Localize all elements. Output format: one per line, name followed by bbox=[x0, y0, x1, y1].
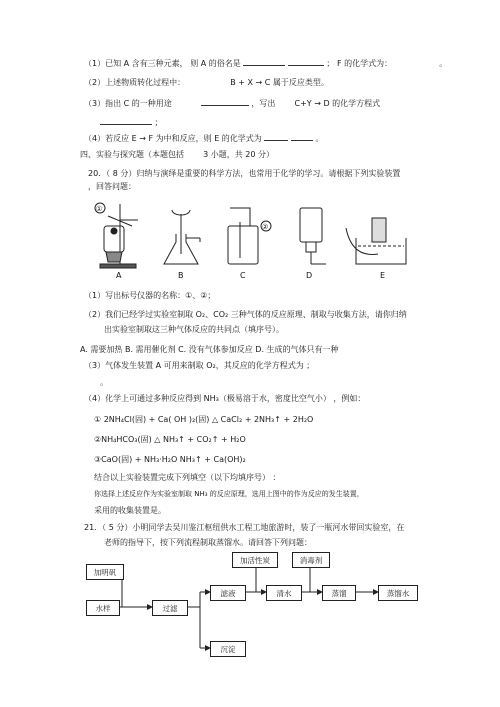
q20-intro: 20．（ 8 分）归纳与演绎是重要的科学方法，也常用于化学的学习。请根据下列实验装置 bbox=[88, 169, 401, 178]
apparatus-c bbox=[228, 208, 271, 280]
label-d: D bbox=[306, 271, 313, 280]
section-heading: 四、实验与探究题（本题包括 3 小题，共 20 分） bbox=[80, 150, 275, 159]
q4-sub1: （1）已知 A 含有三种元素， 则 A 的俗名是 ； F 的化学式为： 。 bbox=[84, 59, 448, 68]
q21-line2: 老师的指导下，按下列流程制取蒸馏水。请回答下列问题： bbox=[104, 538, 312, 547]
blank-q4-4a[interactable] bbox=[264, 132, 288, 141]
q20-p6: 你选择上述反应作为实验室制取 NH₃ 的反应原理，选用上图中的作为反应的发生装置， bbox=[94, 490, 364, 498]
apparatus-a bbox=[95, 203, 138, 280]
box-water-sample: 水样 bbox=[86, 600, 120, 616]
q20-p4: （4）化学上可通过多种反应得到 NH₃（极易溶于水，密度比空气小） ，例如： bbox=[84, 394, 366, 403]
box-activated-carbon: 加活性炭 bbox=[232, 552, 278, 568]
mark-2: ② bbox=[262, 223, 269, 231]
apparatus-e bbox=[346, 218, 406, 280]
q20-p1: （1）写出标号仪器的名称：①、②； bbox=[84, 291, 216, 300]
q4-sub3: （3）指出 C 的一种用途 ，写出 C+Y → D 的化学方程式 bbox=[84, 99, 381, 108]
box-precipitate: 沉淀 bbox=[210, 641, 246, 657]
mark-1: ① bbox=[96, 205, 103, 213]
box-filtrate: 滤液 bbox=[210, 585, 246, 601]
blank-q4-1b[interactable] bbox=[288, 57, 324, 66]
q4-sub2: （2）上述物质转化过程中： B + X → C 属于反应类型。 bbox=[84, 78, 329, 87]
apparatus-b bbox=[164, 210, 200, 280]
equation-3: ③CaO(固) + NH₃·H₂O NH₃↑ + Ca(OH)₂ bbox=[94, 455, 246, 464]
q20-p5: 结合以上实验装置完成下列填空（以下均填序号） ： bbox=[94, 473, 281, 482]
equation-1: ① 2NH₄Cl(固) + Ca( OH )₂(固) △ CaCl₂ + 2NH₃↑ + 2H₂O bbox=[94, 415, 314, 424]
label-b: B bbox=[178, 271, 184, 280]
equation-2: ②NH₄HCO₃(固) △ NH₃↑ + CO₂↑ + H₂O bbox=[94, 435, 246, 444]
box-add-alum: 加明矾 bbox=[86, 564, 124, 580]
box-clear-water: 清水 bbox=[266, 585, 302, 601]
q4-sub3-cont: ； bbox=[100, 116, 163, 128]
q20-options: A. 需要加热 B. 需用催化剂 C. 没有气体参加反应 D. 生成的气体只有一种 bbox=[80, 345, 339, 354]
blank-q4-1a[interactable] bbox=[243, 57, 285, 66]
q20-p2: （2）我们已经学过实验室制取 O₂、CO₂ 三种气体的反应原理、制取与收集方法，请你归纳 bbox=[84, 310, 407, 319]
label-e: E bbox=[380, 271, 386, 280]
box-distillation: 蒸馏 bbox=[322, 585, 356, 601]
blank-q4-4b[interactable] bbox=[291, 132, 313, 141]
q20-p7: 采用的收集装置是。 bbox=[94, 506, 166, 515]
blank-q4-3b[interactable] bbox=[100, 116, 152, 125]
blank-q4-3a[interactable] bbox=[201, 97, 249, 106]
q20-p2b: 出实验室制取这三种气体反应的共同点（填序号）。 bbox=[104, 325, 284, 334]
label-a: A bbox=[116, 271, 122, 280]
q20-intro-2: ，回答问题： bbox=[88, 182, 136, 191]
q21-line1: 21．（ 5 分）小明同学去吴川鉴江枢纽供水工程工地旅游时，装了一瓶河水带回实验室，在 bbox=[84, 523, 405, 532]
box-filtration: 过滤 bbox=[152, 600, 188, 616]
apparatus-d bbox=[300, 208, 326, 280]
flow-arrows bbox=[86, 552, 416, 662]
q20-p3: （3）气体发生装置 A 可用来制取 O₂，其反应的化学方程式为 ； bbox=[84, 361, 315, 370]
q4-sub4: （4）若反应 E → F 为中和反应，则 E 的化学式为 。 bbox=[84, 134, 324, 143]
box-distilled-water: 蒸馏水 bbox=[378, 585, 418, 601]
box-disinfectant: 消毒剂 bbox=[292, 552, 330, 568]
apparatus-figure bbox=[90, 198, 410, 280]
q20-p3-end: 。 bbox=[100, 378, 108, 387]
label-c: C bbox=[240, 271, 246, 280]
